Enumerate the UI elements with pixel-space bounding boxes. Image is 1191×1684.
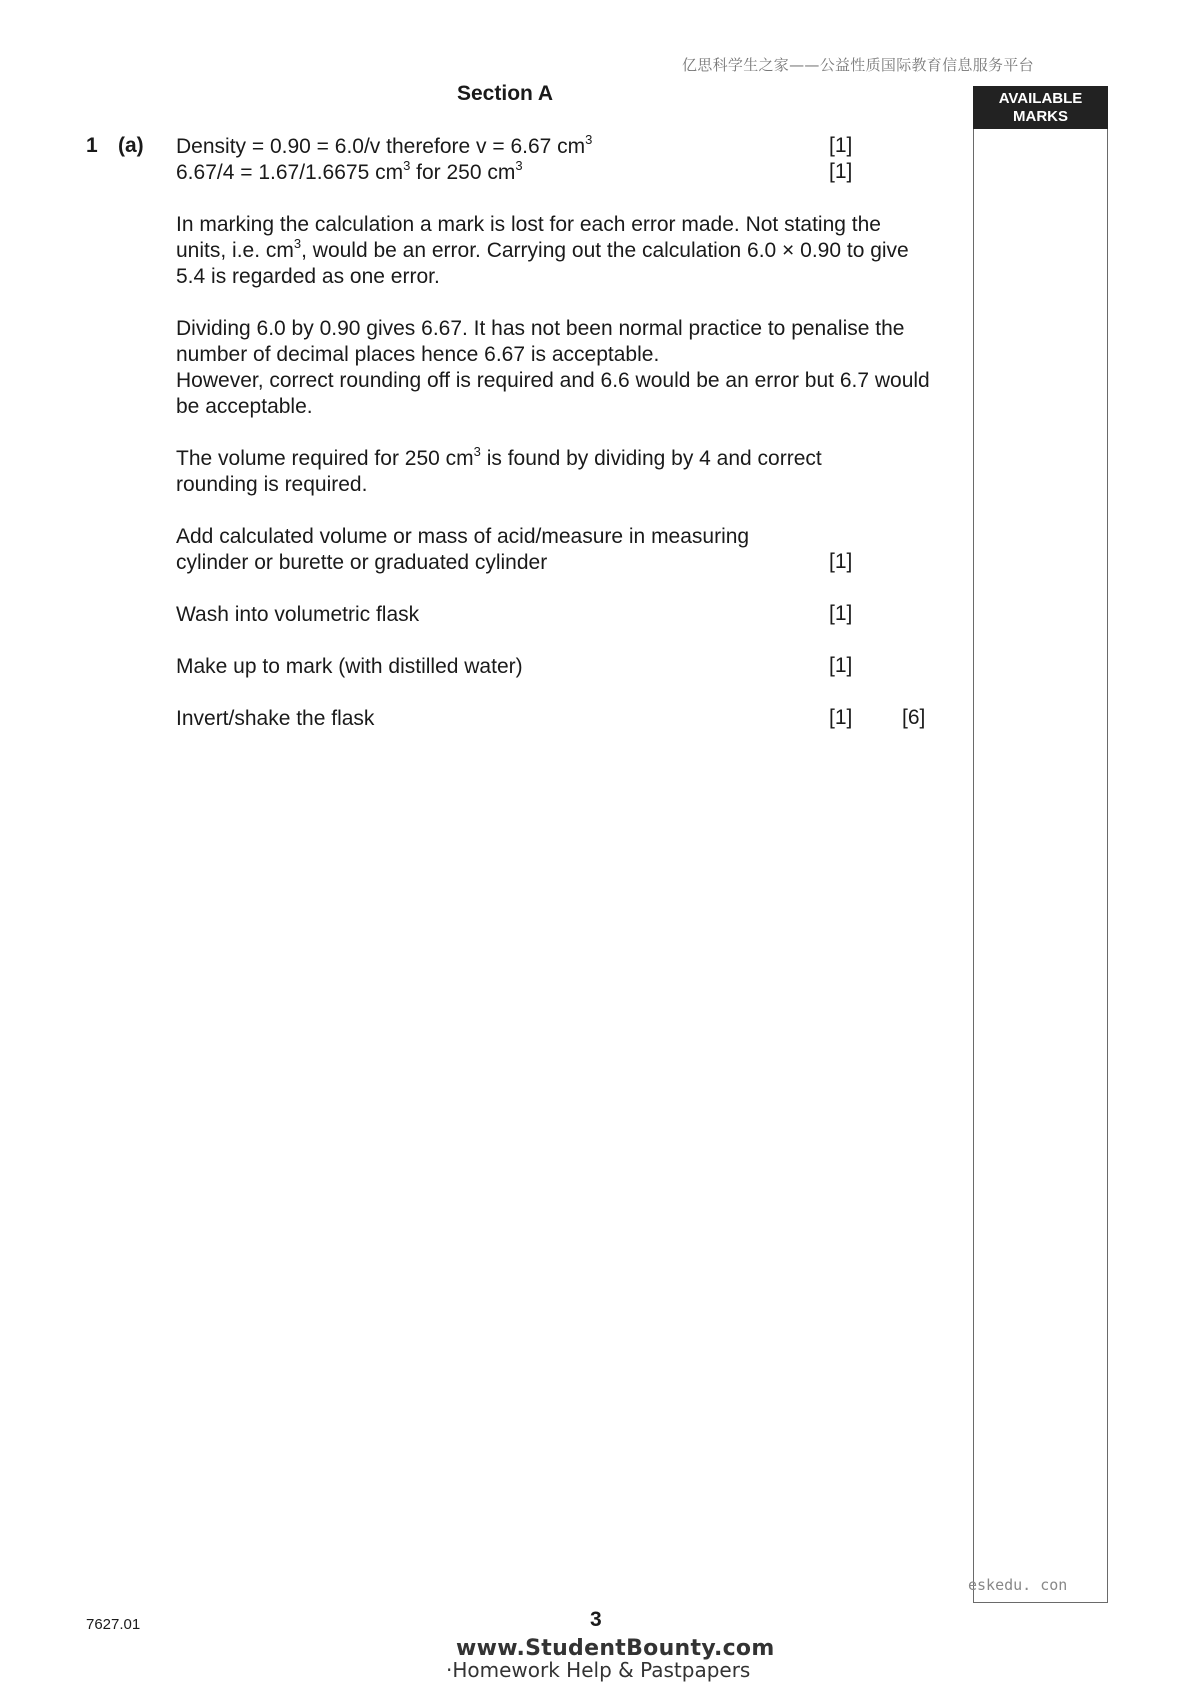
- marking-note-b: , would be an error. Carrying out the calculation 6.0 × 0.90 to give 5.4 is regarded as one error.: [176, 239, 909, 288]
- section-title: Section A: [457, 82, 554, 105]
- volume-required-a: The volume required for 250 cm: [176, 447, 474, 470]
- marking-note-sup: 3: [293, 236, 302, 251]
- volume-text-a: 6.67/4 = 1.67/1.6675 cm: [176, 161, 404, 184]
- volume-sup2: 3: [515, 158, 523, 173]
- step-measure-line1: Add calculated volume or mass of acid/measure in measuring: [176, 525, 750, 548]
- volume-sup1: 3: [403, 158, 411, 173]
- decimal-places-text: Dividing 6.0 by 0.90 gives 6.67. It has not been normal practice to penalise the number of decimal places hence 6.67 is acceptable.: [176, 317, 905, 366]
- marks-header-line1: AVAILABLE: [998, 90, 1083, 107]
- step-make-up: Make up to mark (with distilled water): [176, 655, 523, 678]
- rounding-text: However, correct rounding off is required and 6.6 would be an error but 6.7 would be acceptable.: [176, 369, 930, 418]
- density-text: Density = 0.90 = 6.0/v therefore v = 6.67 cm: [176, 135, 586, 158]
- mark-step4: [1]: [829, 706, 853, 729]
- header-note: 亿思科学生之家——公益性质国际教育信息服务平台: [682, 56, 1034, 74]
- question-number: 1: [86, 134, 98, 157]
- question-part: (a): [118, 134, 144, 157]
- paper-code: 7627.01: [86, 1616, 141, 1633]
- density-sup: 3: [585, 132, 593, 147]
- marks-column-header: [973, 86, 1108, 129]
- total-marks: [6]: [902, 706, 926, 729]
- volume-line: [176, 160, 936, 186]
- mark-step3: [1]: [829, 654, 853, 677]
- site-tagline: ·Homework Help & Pastpapers: [446, 1658, 751, 1682]
- watermark: eskedu. con: [968, 1576, 1068, 1594]
- volume-text-b: for 250 cm: [410, 161, 516, 184]
- marks-header-line2: MARKS: [1013, 108, 1068, 125]
- mark-line2: [1]: [829, 160, 853, 183]
- site-url: www.StudentBounty.com: [456, 1636, 775, 1661]
- step-measure-line2: cylinder or burette or graduated cylinder: [176, 551, 548, 574]
- step-wash: Wash into volumetric flask: [176, 603, 420, 626]
- density-line: [176, 134, 936, 160]
- volume-required-sup: 3: [473, 444, 481, 459]
- step-invert: Invert/shake the flask: [176, 707, 375, 730]
- marking-note-a: In marking the calculation a mark is lost for each error made. Not stating the units, i.e. cm: [176, 213, 881, 262]
- step-measure: [176, 524, 936, 576]
- mark-line1: [1]: [829, 134, 853, 157]
- page-number: 3: [590, 1608, 602, 1631]
- mark-step1: [1]: [829, 550, 853, 573]
- mark-step2: [1]: [829, 602, 853, 625]
- volume-required-b: is found by dividing by 4 and correct rounding is required.: [176, 447, 822, 496]
- decimal-places-paragraph: [176, 316, 936, 420]
- volume-required-paragraph: [176, 446, 886, 498]
- marks-column: [973, 86, 1108, 1603]
- marking-note-paragraph: [176, 212, 936, 290]
